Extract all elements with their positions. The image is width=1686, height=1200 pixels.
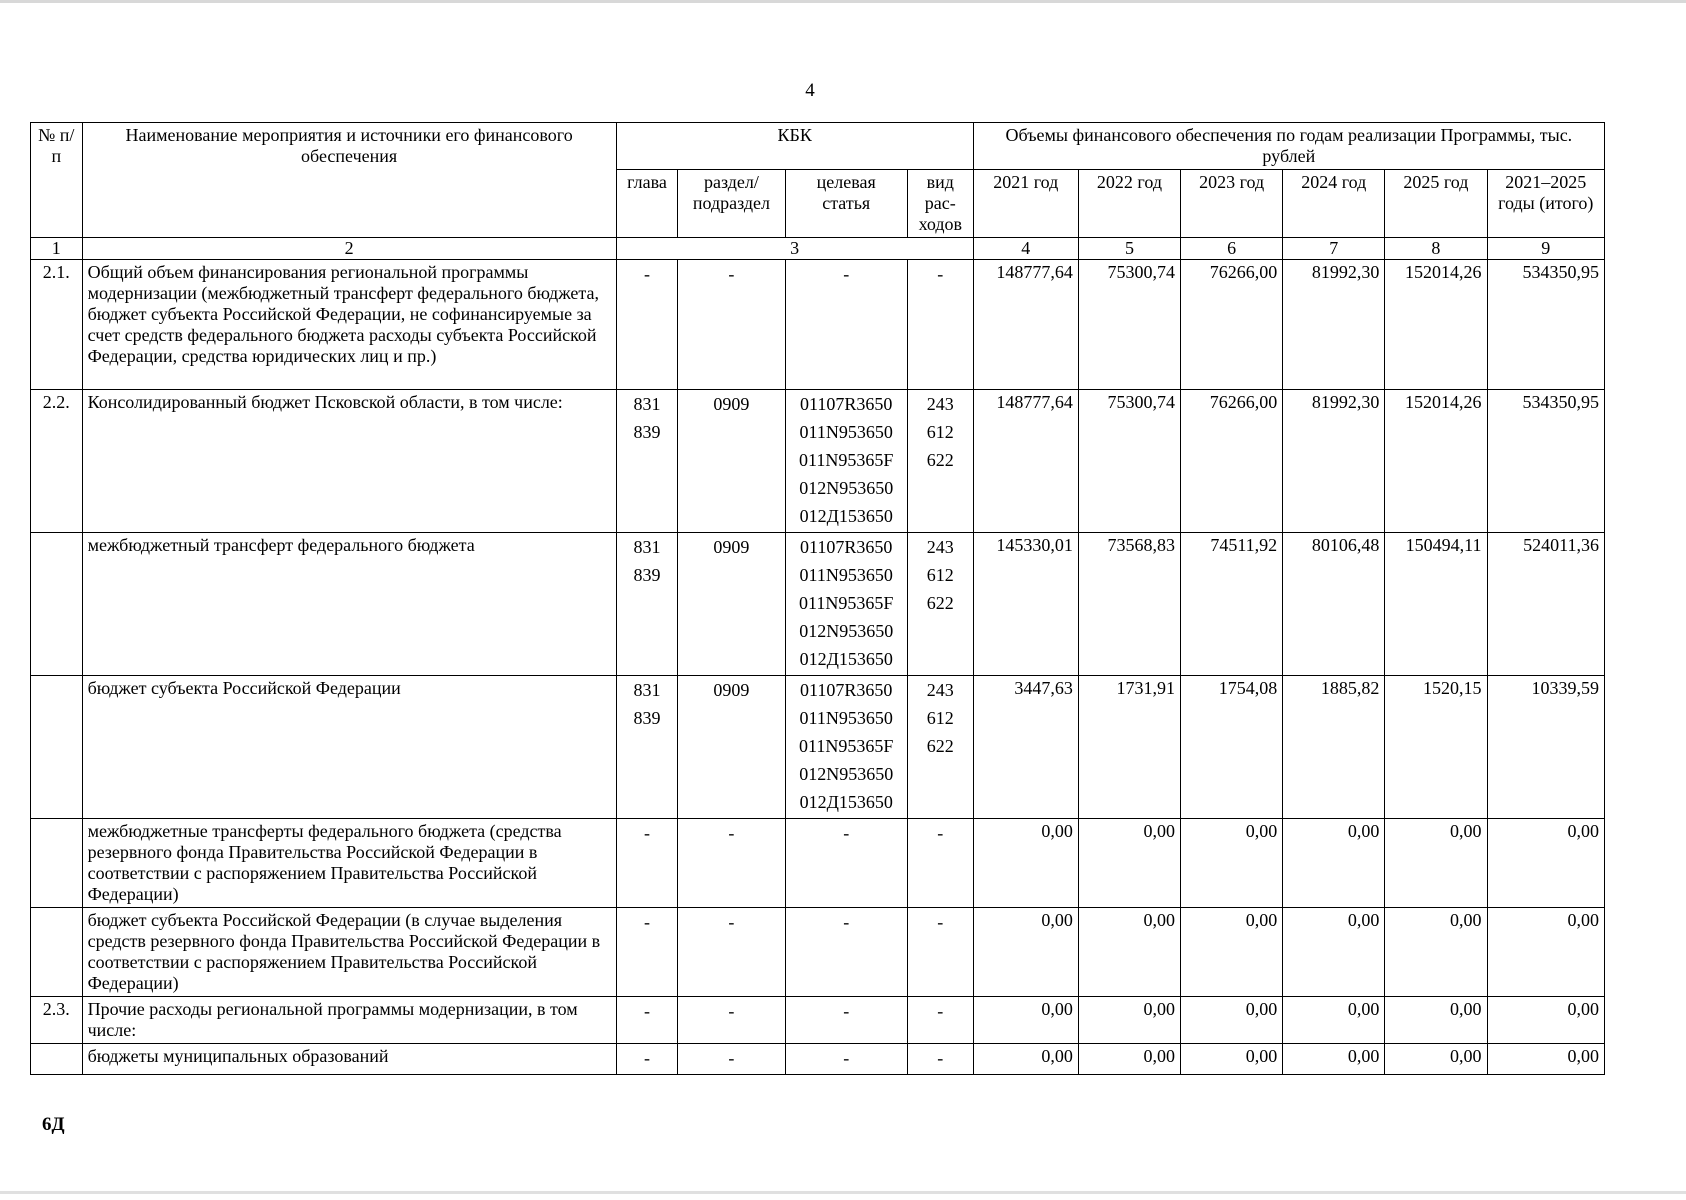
header-year-2023: 2023 год [1181,170,1283,238]
kbk-statya [785,260,907,390]
header-index-row [31,238,1605,260]
kbk-statya-line: 011N953650 [799,565,893,585]
header-kbk-vid: вид рас- ходов [907,170,973,238]
row-number: 2.3. [31,997,83,1044]
kbk-glava [616,676,678,819]
kbk-glava-line: - [643,264,650,284]
row-name: Общий объем финансирования региональной программы модернизации (межбюджетный трансферт федерального бюджета, бюджет субъекта Российской Федерации, не софинансируемые за счет средств федерального бюджета расходы субъекта Российской Федерации, средства юридических лиц и пр.) [82,260,616,390]
kbk-statya-line: 01107R3650 [800,537,893,557]
header-total: 2021–2025 годы (итого) [1487,170,1605,238]
value-2024: 80106,48 [1283,533,1385,676]
row-number [31,1044,83,1075]
header-num: № п/п [31,123,83,238]
value-total: 534350,95 [1487,390,1605,533]
header-year-2021: 2021 год [973,170,1078,238]
value-total: 0,00 [1487,997,1605,1044]
row-name: межбюджетный трансферт федерального бюджета [82,533,616,676]
row-number: 2.1. [31,260,83,390]
kbk-vid-line: - [937,1048,944,1068]
kbk-statya-line: 012Д153650 [799,506,893,526]
header-volumes: Объемы финансового обеспечения по годам реализации Программы, тыс. рублей [973,123,1604,170]
kbk-statya [785,1044,907,1075]
kbk-vid-line: 243 [926,680,954,700]
index-cell: 3 [616,238,973,260]
kbk-vid [907,908,973,997]
value-2023: 1754,08 [1181,676,1283,819]
value-2023: 0,00 [1181,1044,1283,1075]
value-total: 534350,95 [1487,260,1605,390]
kbk-statya-line: 012Д153650 [799,649,893,669]
kbk-statya-line: 012N953650 [799,621,894,641]
value-2023: 76266,00 [1181,260,1283,390]
kbk-glava-line: 839 [633,708,661,728]
value-2024: 81992,30 [1283,390,1385,533]
value-2025: 0,00 [1385,1044,1487,1075]
value-2021: 0,00 [973,908,1078,997]
value-2022: 75300,74 [1078,390,1180,533]
value-2022: 73568,83 [1078,533,1180,676]
value-2025: 0,00 [1385,908,1487,997]
value-2024: 0,00 [1283,908,1385,997]
kbk-glava-line: 839 [633,422,661,442]
value-2022: 1731,91 [1078,676,1180,819]
row-number: 2.2. [31,390,83,533]
kbk-razdel: - [678,260,785,390]
kbk-vid-line: 622 [926,736,954,756]
kbk-statya-line: 012N953650 [799,478,894,498]
financing-table [30,122,1605,1075]
kbk-vid-line: - [937,823,944,843]
kbk-glava-line: 831 [633,537,661,557]
kbk-glava [616,390,678,533]
kbk-vid [907,997,973,1044]
page-number: 4 [805,80,815,101]
kbk-statya [785,676,907,819]
kbk-razdel: - [678,819,785,908]
kbk-vid [907,676,973,819]
row-name: бюджет субъекта Российской Федерации (в случае выделения средств резервного фонда Правительства Российской Федерации в соответствии с распоряжением Правительства Российской Федерации) [82,908,616,997]
kbk-vid-line: 612 [926,565,954,585]
value-2025: 150494,11 [1385,533,1487,676]
index-cell: 2 [82,238,616,260]
kbk-statya-line: 011N95365F [799,593,894,613]
value-total: 10339,59 [1487,676,1605,819]
table-row [31,533,1605,676]
value-2024: 81992,30 [1283,260,1385,390]
value-2021: 0,00 [973,1044,1078,1075]
kbk-statya-line: 01107R3650 [800,394,893,414]
row-name: Консолидированный бюджет Псковской области, в том числе: [82,390,616,533]
row-name: межбюджетные трансферты федерального бюджета (средства резервного фонда Правительства Российской Федерации в соответствии с распоряжением Правительства Российской Федерации) [82,819,616,908]
value-total: 0,00 [1487,819,1605,908]
table-row [31,260,1605,390]
value-total: 524011,36 [1487,533,1605,676]
value-2024: 0,00 [1283,997,1385,1044]
header-row-1 [31,123,1605,170]
kbk-vid [907,390,973,533]
value-total: 0,00 [1487,1044,1605,1075]
header-kbk: КБК [616,123,973,170]
index-cell: 4 [973,238,1078,260]
kbk-glava-line: 831 [633,680,661,700]
kbk-statya-line: - [843,912,850,932]
kbk-glava-line: - [643,823,650,843]
kbk-vid-line: - [937,1001,944,1021]
kbk-vid-line: - [937,912,944,932]
value-2022: 0,00 [1078,997,1180,1044]
row-number [31,908,83,997]
value-2024: 0,00 [1283,819,1385,908]
kbk-razdel: 0909 [678,533,785,676]
value-2023: 74511,92 [1181,533,1283,676]
value-2021: 148777,64 [973,260,1078,390]
value-2021: 145330,01 [973,533,1078,676]
value-2023: 0,00 [1181,997,1283,1044]
kbk-statya-line: - [843,1048,850,1068]
value-2024: 0,00 [1283,1044,1385,1075]
header-kbk-statya: целевая статья [785,170,907,238]
kbk-statya-line: 012Д153650 [799,792,893,812]
value-2021: 3447,63 [973,676,1078,819]
value-2023: 0,00 [1181,908,1283,997]
kbk-statya [785,997,907,1044]
kbk-statya-line: 011N953650 [799,422,893,442]
kbk-glava-line: 831 [633,394,661,414]
header-kbk-razdel: раздел/ подраздел [678,170,785,238]
kbk-vid [907,819,973,908]
value-2023: 76266,00 [1181,390,1283,533]
kbk-statya [785,908,907,997]
value-2025: 152014,26 [1385,390,1487,533]
kbk-statya-line: - [843,264,850,284]
scan-edge-top [0,0,1686,3]
kbk-vid-line: 243 [926,537,954,557]
kbk-glava [616,533,678,676]
kbk-razdel: - [678,997,785,1044]
header-kbk-glava: глава [616,170,678,238]
value-2022: 0,00 [1078,1044,1180,1075]
row-name: бюджет субъекта Российской Федерации [82,676,616,819]
kbk-statya-line: - [843,1001,850,1021]
value-total: 0,00 [1487,908,1605,997]
row-number [31,819,83,908]
kbk-glava-line: 839 [633,565,661,585]
value-2025: 0,00 [1385,997,1487,1044]
kbk-vid-line: 622 [926,593,954,613]
value-2023: 0,00 [1181,819,1283,908]
kbk-razdel: 0909 [678,390,785,533]
kbk-statya-line: 01107R3650 [800,680,893,700]
table-row [31,997,1605,1044]
kbk-vid-line: 612 [926,422,954,442]
value-2025: 1520,15 [1385,676,1487,819]
row-number [31,676,83,819]
kbk-vid-line: - [937,264,944,284]
index-cell: 7 [1283,238,1385,260]
table-row [31,676,1605,819]
kbk-glava [616,908,678,997]
table-body [31,260,1605,1075]
header-name: Наименование мероприятия и источники его финансового обеспечения [82,123,616,238]
kbk-glava [616,260,678,390]
value-2022: 75300,74 [1078,260,1180,390]
kbk-vid-line: 243 [926,394,954,414]
kbk-statya [785,533,907,676]
value-2021: 0,00 [973,819,1078,908]
value-2021: 0,00 [973,997,1078,1044]
kbk-vid [907,533,973,676]
kbk-glava-line: - [643,1048,650,1068]
kbk-glava-line: - [643,1001,650,1021]
kbk-vid [907,260,973,390]
header-year-2024: 2024 год [1283,170,1385,238]
table-row [31,390,1605,533]
header-year-2025: 2025 год [1385,170,1487,238]
kbk-statya [785,390,907,533]
value-2025: 152014,26 [1385,260,1487,390]
value-2024: 1885,82 [1283,676,1385,819]
kbk-razdel: - [678,1044,785,1075]
index-cell: 9 [1487,238,1605,260]
footer-code: 6Д [42,1114,65,1135]
kbk-glava [616,1044,678,1075]
index-cell: 8 [1385,238,1487,260]
table-row [31,819,1605,908]
value-2025: 0,00 [1385,819,1487,908]
scan-edge-bottom [0,1191,1686,1194]
index-cell: 6 [1181,238,1283,260]
kbk-statya-line: 011N95365F [799,736,894,756]
kbk-statya-line: 011N95365F [799,450,894,470]
value-2021: 148777,64 [973,390,1078,533]
kbk-statya [785,819,907,908]
kbk-glava [616,997,678,1044]
kbk-vid [907,1044,973,1075]
kbk-glava-line: - [643,912,650,932]
table-row [31,908,1605,997]
kbk-vid-line: 612 [926,708,954,728]
row-name: бюджеты муниципальных образований [82,1044,616,1075]
kbk-statya-line: 012N953650 [799,764,894,784]
kbk-vid-line: 622 [926,450,954,470]
kbk-statya-line: - [843,823,850,843]
row-name: Прочие расходы региональной программы модернизации, в том числе: [82,997,616,1044]
kbk-razdel: 0909 [678,676,785,819]
table-row [31,1044,1605,1075]
value-2022: 0,00 [1078,819,1180,908]
kbk-glava [616,819,678,908]
header-year-2022: 2022 год [1078,170,1180,238]
row-number [31,533,83,676]
index-cell: 1 [31,238,83,260]
kbk-razdel: - [678,908,785,997]
index-cell: 5 [1078,238,1180,260]
value-2022: 0,00 [1078,908,1180,997]
kbk-statya-line: 011N953650 [799,708,893,728]
